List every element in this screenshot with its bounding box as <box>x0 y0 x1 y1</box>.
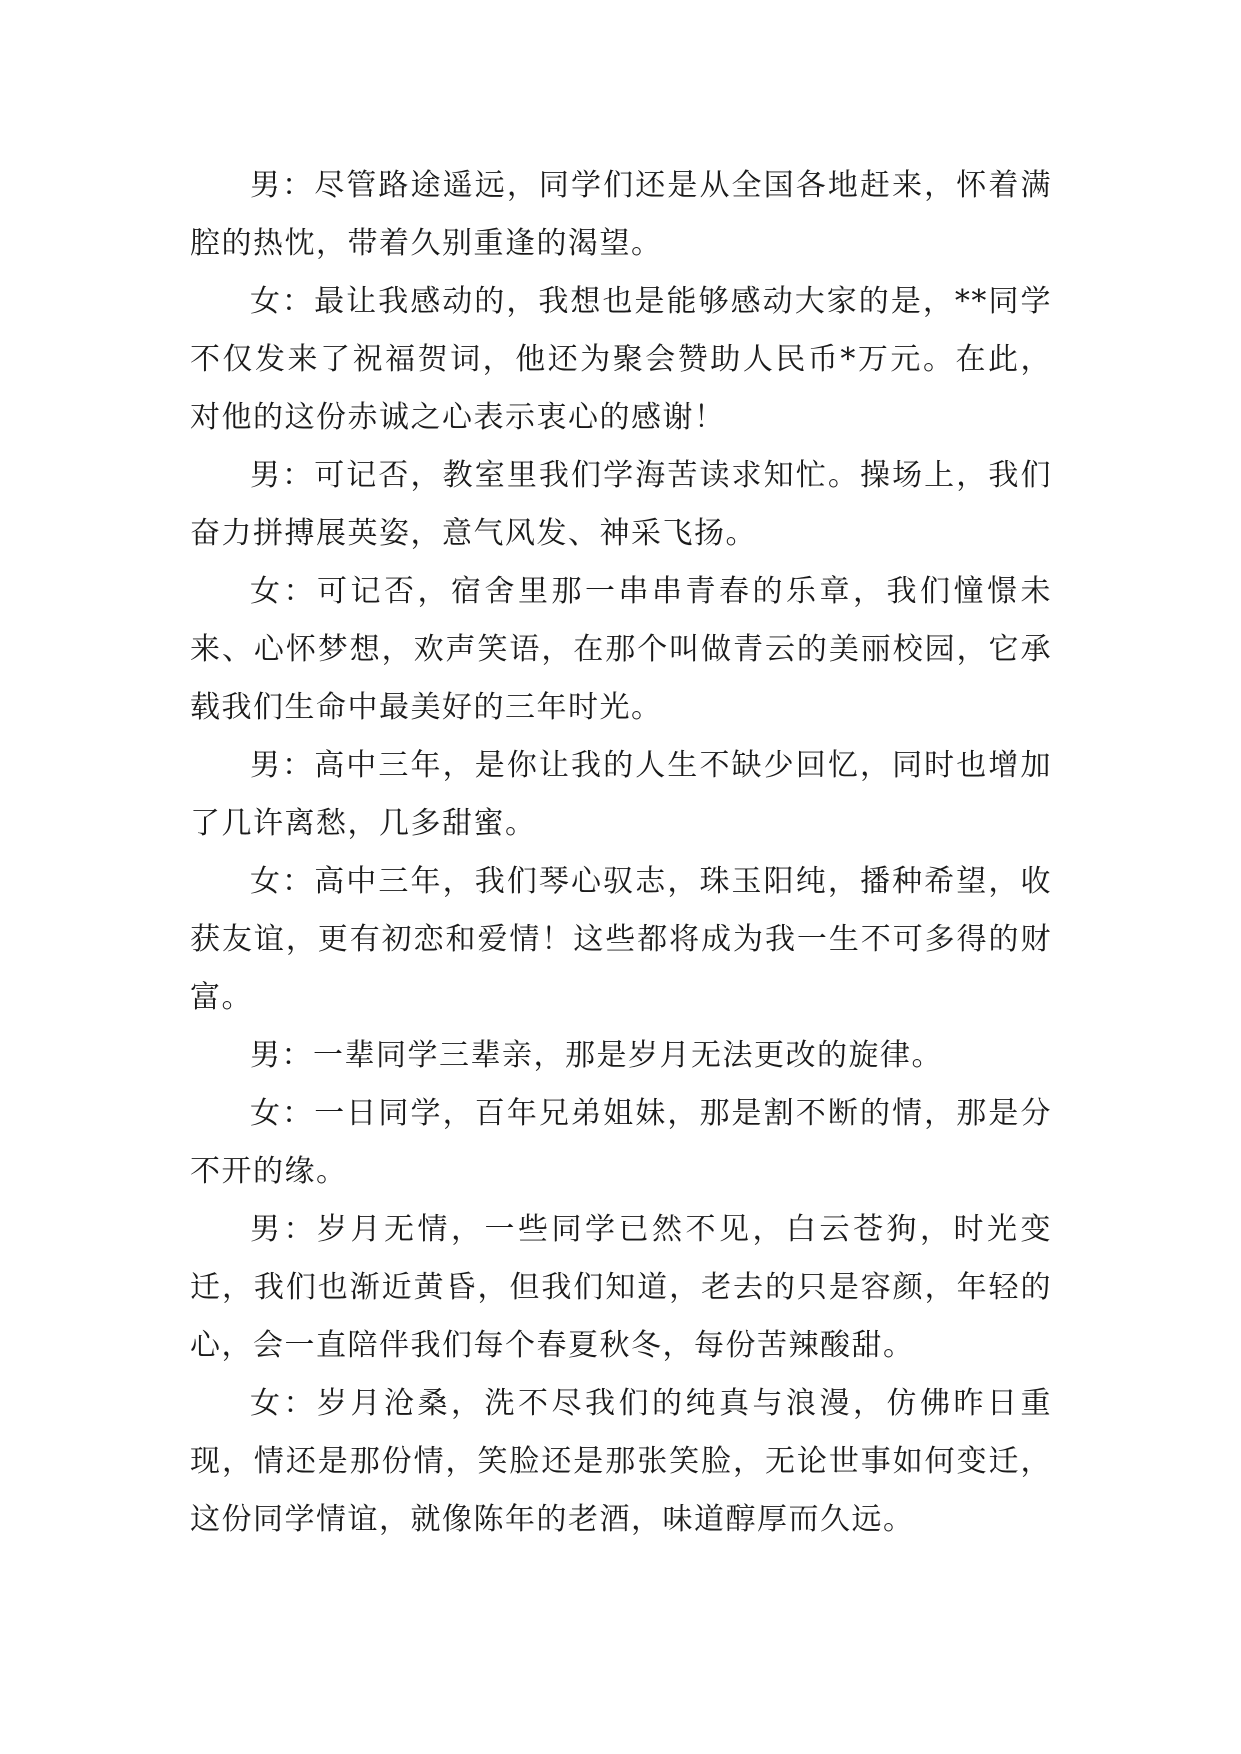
paragraph: 男：岁月无情，一些同学已然不见，白云苍狗，时光变迁，我们也渐近黄昏，但我们知道，老去的只是容颜，年轻的心，会一直陪伴我们每个春夏秋冬，每份苦辣酸甜。 <box>190 1212 1052 1363</box>
paragraph: 女：岁月沧桑，洗不尽我们的纯真与浪漫，仿佛昨日重现，情还是那份情，笑脸还是那张笑脸，无论世事如何变迁，这份同学情谊，就像陈年的老酒，味道醇厚而久远。 <box>190 1386 1052 1537</box>
paragraph: 女：一日同学，百年兄弟姐妹，那是割不断的情，那是分不开的缘。 <box>190 1096 1052 1189</box>
paragraph: 女：可记否，宿舍里那一串串青春的乐章，我们憧憬未来、心怀梦想，欢声笑语，在那个叫做青云的美丽校园，它承载我们生命中最美好的三年时光。 <box>190 574 1052 725</box>
paragraph: 女：最让我感动的，我想也是能够感动大家的是，**同学不仅发来了祝福贺词，他还为聚会赞助人民币*万元。在此，对他的这份赤诚之心表示衷心的感谢！ <box>190 284 1052 435</box>
paragraph: 女：高中三年，我们琴心驭志，珠玉阳纯，播种希望，收获友谊，更有初恋和爱情！这些都将成为我一生不可多得的财富。 <box>190 864 1052 1015</box>
paragraph: 男：可记否，教室里我们学海苦读求知忙。操场上，我们奋力拼搏展英姿，意气风发、神采飞扬。 <box>190 458 1052 551</box>
document-body <box>190 157 1052 1549</box>
paragraph: 男：高中三年，是你让我的人生不缺少回忆，同时也增加了几许离愁，几多甜蜜。 <box>190 748 1052 841</box>
paragraph: 男：尽管路途遥远，同学们还是从全国各地赶来，怀着满腔的热忱，带着久别重逢的渴望。 <box>190 168 1052 261</box>
paragraph: 男：一辈同学三辈亲，那是岁月无法更改的旋律。 <box>250 1038 943 1073</box>
